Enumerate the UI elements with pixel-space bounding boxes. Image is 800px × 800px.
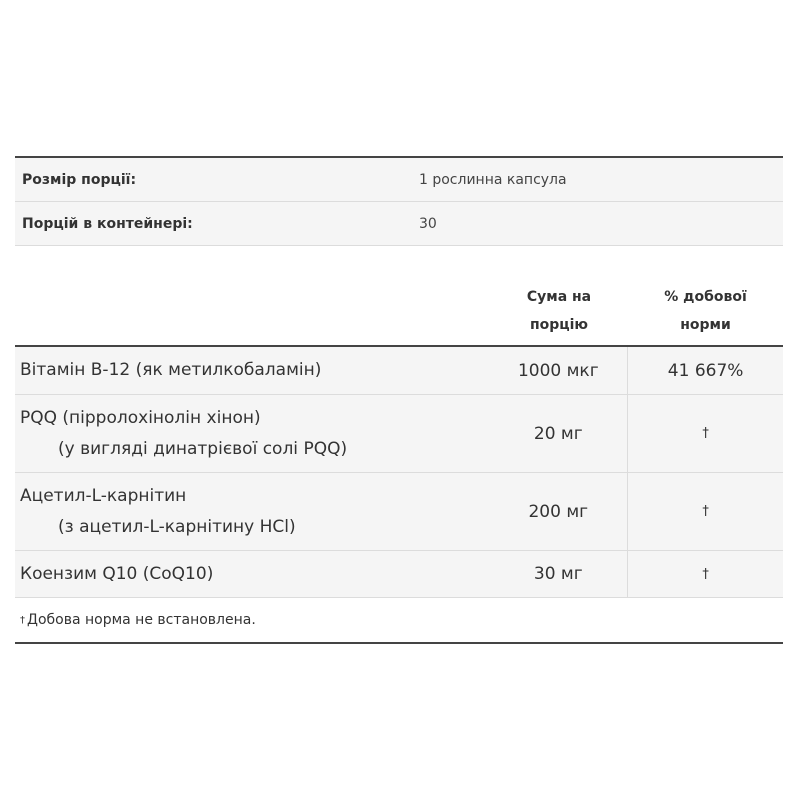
serving-size-row bbox=[15, 158, 783, 202]
header-daily-value bbox=[628, 274, 783, 345]
ingredient-amount: 1000 мкг bbox=[517, 360, 599, 381]
table-row bbox=[15, 473, 783, 551]
ingredient-source: (у вигляді динатрієвої солі PQQ) bbox=[58, 438, 348, 459]
ingredient-daily-value: † bbox=[627, 395, 783, 472]
table-header bbox=[15, 274, 783, 347]
table-row bbox=[15, 395, 783, 473]
ingredient-name-text: Коензим Q10 (CoQ10) bbox=[20, 563, 214, 584]
footnote-text: Добова норма не встановлена. bbox=[27, 612, 256, 628]
table-row bbox=[15, 551, 783, 598]
ingredient-name-text: Ацетил-L-карнітин bbox=[20, 485, 187, 506]
ingredient-name bbox=[15, 551, 489, 597]
table-row bbox=[15, 347, 783, 395]
footnote-mark: † bbox=[20, 614, 25, 626]
serving-size-label: Розмір порції: bbox=[22, 171, 137, 188]
header-name-column bbox=[15, 274, 490, 345]
ingredient-name bbox=[15, 473, 489, 550]
ingredient-name-text: Вітамін B-12 (як метилкобаламін) bbox=[20, 360, 322, 380]
ingredient-amount: 200 мг bbox=[528, 501, 589, 522]
ingredient-name-text: PQQ (пірролохінолін хінон) bbox=[20, 407, 261, 428]
servings-per-container-label: Порцій в контейнері: bbox=[22, 215, 193, 232]
supplement-facts-panel bbox=[15, 156, 783, 644]
ingredient-amount: 30 мг bbox=[533, 564, 583, 584]
ingredient-name bbox=[15, 347, 489, 394]
servings-per-container-value: 30 bbox=[419, 215, 437, 232]
ingredient-source: (з ацетил-L-карнітину HCl) bbox=[58, 516, 296, 537]
header-amount-line2: порцію bbox=[529, 317, 589, 333]
ingredient-daily-value: † bbox=[627, 551, 783, 597]
ingredient-name bbox=[15, 395, 489, 472]
ingredient-daily-value: 41 667% bbox=[627, 347, 783, 394]
header-amount bbox=[490, 274, 628, 345]
bottom-border bbox=[15, 642, 783, 644]
header-amount-line1: Сума на bbox=[526, 289, 592, 305]
footnote bbox=[15, 598, 783, 642]
ingredient-amount: 20 мг bbox=[533, 423, 583, 444]
servings-per-container-row bbox=[15, 202, 783, 246]
header-daily-value-line1: % добової bbox=[664, 289, 747, 305]
section-spacer bbox=[15, 246, 783, 274]
ingredient-daily-value: † bbox=[627, 473, 783, 550]
serving-size-value: 1 рослинна капсула bbox=[419, 171, 567, 188]
header-daily-value-line2: норми bbox=[680, 317, 731, 333]
